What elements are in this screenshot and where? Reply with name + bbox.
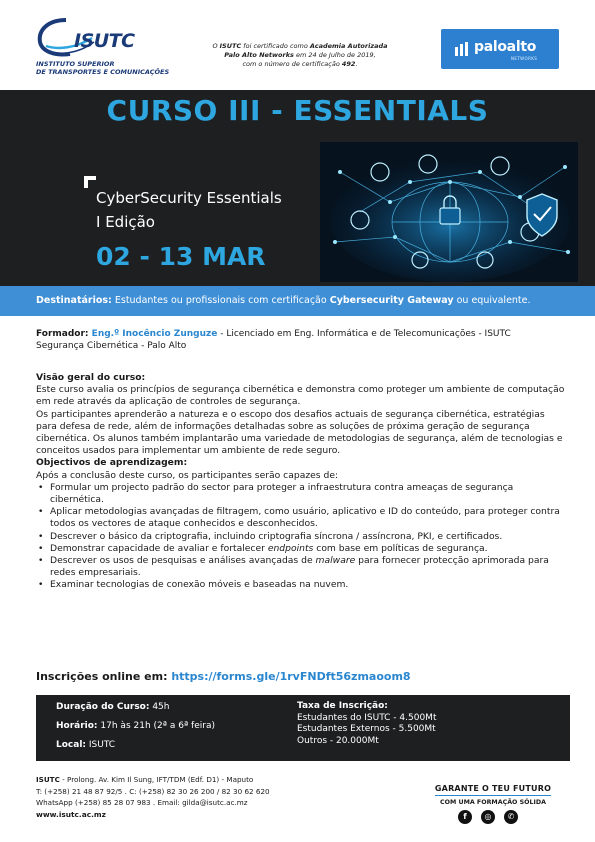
- objectives-heading: Objectivos de aprendizagem:: [36, 457, 188, 469]
- footer-phones: T: (+258) 21 48 87 92/5 . C: (+258) 82 30 26 200 / 82 30 62 620: [36, 786, 270, 796]
- slogan-line1: GARANTE O TEU FUTURO: [435, 784, 551, 796]
- paloalto-subtitle: NETWORKS: [511, 56, 538, 61]
- whatsapp-icon[interactable]: ✆: [504, 810, 518, 824]
- slogan-line2: COM UMA FORMAÇÃO SÓLIDA: [440, 799, 546, 806]
- trainer-name: Eng.º Inocêncio Zunguze: [88, 329, 218, 339]
- cybersecurity-illustration: [320, 142, 578, 282]
- course-info-box: [36, 695, 570, 761]
- header: [0, 0, 595, 90]
- target-audience-band: Destinatários: Estudantes ou profissionais com certificação Cybersecurity Gateway ou equivalente.: [0, 286, 595, 316]
- course-edition: I Edição: [96, 213, 155, 231]
- objectives-intro: Após a conclusão deste curso, os participantes serão capazes de:: [36, 469, 339, 481]
- social-links: [458, 810, 528, 826]
- logo-subtitle-line2: DE TRANSPORTES E COMUNICAÇÕES: [36, 68, 170, 76]
- fees-info: [297, 701, 436, 747]
- list-item: • Formular um projecto padrão do sector para proteger a infraestrutura contra ameaças de segurança cibernética.: [36, 482, 568, 506]
- hero-banner: [0, 90, 595, 286]
- list-item: • Examinar tecnologias de conexão móveis e baseadas na nuvem.: [36, 579, 568, 591]
- location-value: ISUTC: [86, 740, 116, 750]
- fee-item: Estudantes do ISUTC - 4.500Mt: [297, 712, 437, 723]
- trainer-label: Formador:: [36, 329, 89, 339]
- fee-item: Outros - 20.000Mt: [297, 735, 379, 746]
- duration-label: Duração do Curso:: [56, 702, 150, 712]
- contact-info: [36, 774, 270, 820]
- registration-link[interactable]: https://forms.gle/1rvFNDft56zmaoom8: [171, 670, 411, 683]
- course-title: CURSO III - ESSENTIALS: [106, 94, 489, 127]
- certification-note: O ISUTC foi certificado como Academia Autorizada Palo Alto Networks em 24 de Julho de 2019, com o número de certificação 492.: [212, 42, 388, 68]
- overview-paragraph-1: Este curso avalia os princípios de segurança cibernética e demonstra como proteger um ambiente de computação em rede através da aplicação de controles de segurança.: [36, 384, 565, 408]
- footer-whatsapp-email: WhatsApp (+258) 85 28 07 983 . Email: gilda@isutc.ac.mz: [36, 798, 248, 807]
- course-subtitle: [96, 186, 282, 234]
- isutc-logo: [36, 16, 170, 76]
- registration-line: [36, 670, 411, 683]
- schedule-label: Horário:: [56, 721, 98, 731]
- slogan-block: [418, 776, 568, 821]
- logo-subtitle-line1: INSTITUTO SUPERIOR: [36, 60, 115, 68]
- registration-label: Inscrições online em:: [36, 670, 172, 683]
- footer-address: - Prolong. Av. Kim Il Sung, IFT/TDM (Edf. D1) - Maputo: [59, 775, 254, 784]
- duration-value: 45h: [149, 702, 170, 712]
- trainer-description-line2: Segurança Cibernética - Palo Alto: [36, 341, 187, 351]
- schedule-info: [56, 701, 215, 758]
- trainer-section: [36, 328, 566, 352]
- footer-org: ISUTC: [36, 775, 60, 784]
- fee-item: Estudantes Externos - 5.500Mt: [297, 724, 436, 734]
- logo-wordmark: ISUTC: [74, 30, 135, 52]
- paloalto-wordmark: paloalto: [474, 39, 537, 55]
- course-name-line: CyberSecurity Essentials: [96, 189, 282, 207]
- instagram-icon[interactable]: ◎: [481, 810, 495, 824]
- list-item: • Demonstrar capacidade de avaliar e fortalecer endpoints com base em políticas de segurança.: [36, 543, 568, 555]
- footer-website-link[interactable]: www.isutc.ac.mz: [36, 809, 106, 819]
- fees-label: Taxa de Inscrição:: [297, 701, 388, 711]
- overview-heading: Visão geral do curso:: [36, 372, 146, 383]
- overview-paragraph-2: Os participantes aprenderão a natureza e o escopo dos desafios actuais de segurança cibernética, estratégias para defesa de rede, além de informações detalhadas sobre as soluções de próxima geração de segurança cibernética. Os alunos também implantarão uma variedade de metodologias de segurança, além de tecnologias e conceitos usados para implementar um ambiente de rede seguro.: [36, 408, 563, 457]
- list-item: • Descrever o básico da criptografia, incluindo criptografia síncrona / assíncrona, PKI, e certificados.: [36, 531, 568, 543]
- paloalto-mark-icon: [454, 41, 470, 57]
- facebook-icon[interactable]: f: [458, 810, 472, 824]
- location-label: Local:: [56, 740, 87, 750]
- list-item: • Aplicar metodologias avançadas de filtragem, como usuário, aplicativo e ID do conteúdo, para proteger contra todos os vectores de ataque conhecidos e desconhecidos.: [36, 506, 568, 530]
- decorative-corner-bracket: [84, 176, 96, 188]
- course-dates: 02 - 13 MAR: [96, 242, 266, 271]
- trainer-description: - Licenciado em Eng. Informática e de Telecomunicações - ISUTC: [217, 329, 511, 339]
- course-description: [36, 372, 568, 592]
- network-globe-icon: [320, 142, 578, 282]
- schedule-value: 17h às 21h (2ª a 6ª feira): [97, 721, 215, 731]
- list-item: • Descrever os usos de pesquisas e análises avançadas de malware para fornecer protecção aprimorada para redes empresariais.: [36, 555, 568, 579]
- paloalto-logo: [441, 29, 559, 69]
- objectives-list: [36, 482, 568, 592]
